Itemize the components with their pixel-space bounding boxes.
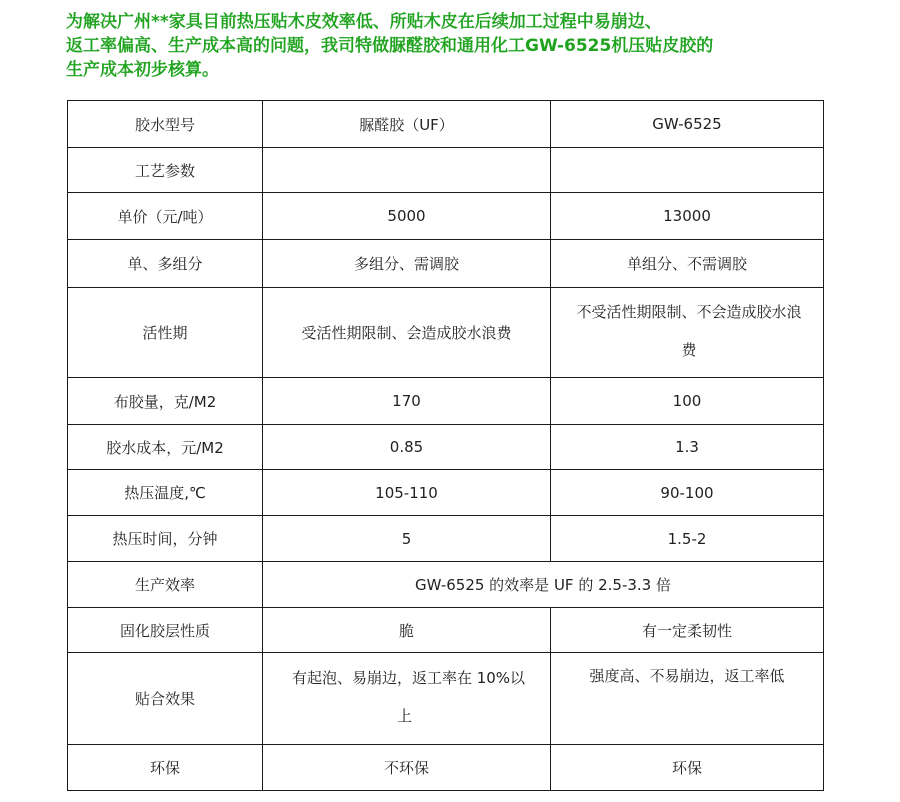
comparison-table (67, 100, 824, 791)
table-row (68, 562, 824, 608)
table-row (68, 288, 824, 378)
row-label-cell: 热压温度,℃ (68, 470, 263, 516)
intro-line: 生产成本初步核算。 (66, 60, 219, 80)
table-row (68, 653, 824, 745)
row-label-cell: 单、多组分 (68, 240, 263, 288)
uf-value-cell: 受活性期限制、会造成胶水浪费 (263, 288, 551, 378)
uf-value-line: 有起泡、易崩边，返工率在 10%以 (291, 669, 526, 687)
uf-value-line: 上 (397, 707, 413, 725)
row-label-cell: 生产效率 (68, 562, 263, 608)
row-label-cell: 工艺参数 (68, 148, 263, 193)
gw-value-cell (551, 148, 824, 193)
table-row (68, 745, 824, 791)
gw-value-line: 不受活性期限制、不会造成胶水浪 (576, 303, 802, 321)
uf-value-cell: 5 (263, 516, 551, 562)
uf-value-cell: 脆 (263, 608, 551, 653)
header-label-cell: 胶水型号 (68, 101, 263, 148)
table-row (68, 425, 824, 470)
gw-value-cell: 1.5-2 (551, 516, 824, 562)
intro-line: 为解决广州**家具目前热压贴木皮效率低、所贴木皮在后续加工过程中易崩边、 (66, 12, 662, 32)
intro-paragraph (66, 10, 856, 82)
uf-value-cell: 105-110 (263, 470, 551, 516)
row-label-cell: 活性期 (68, 288, 263, 378)
gw-value-cell: 13000 (551, 193, 824, 240)
gw-value-cell: 1.3 (551, 425, 824, 470)
uf-value-cell (263, 148, 551, 193)
uf-value-cell (263, 653, 551, 745)
row-label-cell: 贴合效果 (68, 653, 263, 745)
row-label-cell: 布胶量，克/M2 (68, 378, 263, 425)
row-label-cell: 热压时间，分钟 (68, 516, 263, 562)
table-row (68, 148, 824, 193)
header-gw-cell: GW-6525 (551, 101, 824, 148)
row-label-cell: 环保 (68, 745, 263, 791)
uf-value-cell: 170 (263, 378, 551, 425)
gw-value-cell (551, 288, 824, 378)
gw-value-cell: 单组分、不需调胶 (551, 240, 824, 288)
gw-value-cell: 100 (551, 378, 824, 425)
row-label-cell: 胶水成本，元/M2 (68, 425, 263, 470)
table-row (68, 193, 824, 240)
gw-value-line: 费 (681, 341, 697, 359)
intro-line: 返工率偏高、生产成本高的问题，我司特做脲醛胶和通用化工GW-6525机压贴皮胶的 (66, 36, 714, 56)
table-row (68, 470, 824, 516)
gw-value-cell: 强度高、不易崩边，返工率低 (551, 653, 824, 745)
table-row (68, 516, 824, 562)
table-header-row (68, 101, 824, 148)
gw-value-cell: 有一定柔韧性 (551, 608, 824, 653)
uf-value-cell: 5000 (263, 193, 551, 240)
table-row (68, 378, 824, 425)
uf-value-cell: 0.85 (263, 425, 551, 470)
uf-value-cell: 不环保 (263, 745, 551, 791)
gw-value-cell: 环保 (551, 745, 824, 791)
row-label-cell: 单价（元/吨） (68, 193, 263, 240)
merged-value-cell: GW-6525 的效率是 UF 的 2.5-3.3 倍 (263, 562, 824, 608)
uf-value-cell: 多组分、需调胶 (263, 240, 551, 288)
table-row (68, 240, 824, 288)
table-row (68, 608, 824, 653)
header-uf-cell: 脲醛胶（UF） (263, 101, 551, 148)
row-label-cell: 固化胶层性质 (68, 608, 263, 653)
gw-value-cell: 90-100 (551, 470, 824, 516)
